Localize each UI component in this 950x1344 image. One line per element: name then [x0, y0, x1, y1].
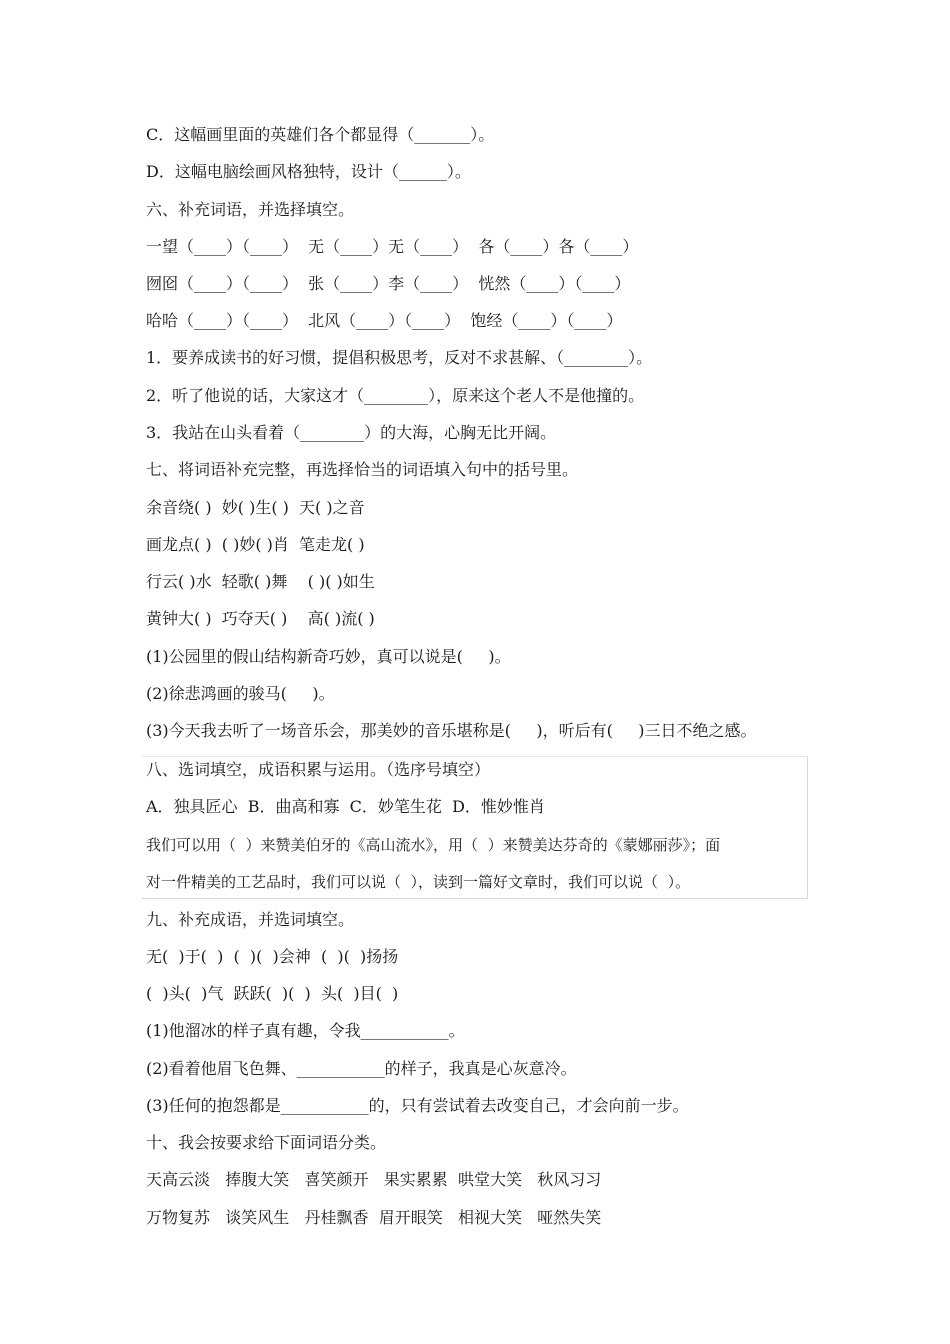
fill-sentence: 1．要养成读书的好习惯，提倡积极思考，反对不求甚解、（________）。	[146, 348, 653, 367]
fill-sentence: (3)今天我去听了一场音乐会，那美妙的音乐堪称是( )，听后有( )三日不绝之感。	[146, 721, 757, 740]
fill-sentence: 3．我站在山头看着（________）的大海，心胸无比开阔。	[146, 423, 557, 442]
fill-sentence: (1)他溜冰的样子真有趣，令我___________。	[146, 1021, 465, 1040]
idiom-row: 囫囵（____）（____） 张（____）李（____） 恍然（____）（____）	[146, 274, 631, 293]
section-6-heading: 六、补充词语，并选择填空。	[146, 200, 355, 219]
idiom-row: ( )头( )气 跃跃( )( ) 头( )目( )	[146, 984, 399, 1003]
fill-sentence: 2．听了他说的话，大家这才（________），原来这个老人不是他撞的。	[146, 386, 645, 405]
fill-paragraph: 对一件精美的工艺品时，我们可以说（ ），读到一篇好文章时，我们可以说（ ）。	[146, 873, 691, 891]
fill-sentence: (1)公园里的假山结构新奇巧妙，真可以说是( )。	[146, 647, 511, 666]
option-d: D．这幅电脑绘画风格独特，设计（______）。	[146, 162, 471, 181]
section-7-heading: 七、将词语补充完整，再选择恰当的词语填入句中的括号里。	[146, 460, 579, 479]
choice-options: A．独具匠心 B．曲高和寡 C．妙笔生花 D．惟妙惟肖	[146, 797, 545, 816]
fill-sentence: (3)任何的抱怨都是___________的，只有尝试着去改变自己，才会向前一步。	[146, 1096, 689, 1115]
idiom-row: 无( )于( ) ( )( )会神 ( )( )扬扬	[146, 947, 399, 966]
option-c: C．这幅画里面的英雄们各个都显得（_______）。	[146, 125, 495, 144]
fill-sentence: (2)徐悲鸿画的骏马( )。	[146, 684, 335, 703]
idiom-row: 画龙点( ) ( )妙( )肖 笔走龙( )	[146, 535, 365, 554]
section-9-heading: 九、补充成语，并选词填空。	[146, 910, 355, 929]
fill-sentence: (2)看着他眉飞色舞、___________的样子，我真是心灰意冷。	[146, 1059, 577, 1078]
fill-paragraph: 我们可以用（ ）来赞美伯牙的《高山流水》，用（ ）来赞美达芬奇的《蒙娜丽莎》；面	[146, 836, 721, 854]
idiom-row: 余音绕( ) 妙( )生( ) 天( )之音	[146, 498, 365, 517]
word-row: 万物复苏 谈笑风生 丹桂飘香 眉开眼笑 相视大笑 哑然失笑	[146, 1208, 602, 1227]
section-8-heading: 八、选词填空，成语积累与运用。（选序号填空）	[146, 760, 491, 779]
idiom-row: 哈哈（____）（____） 北风（____）（____） 饱经（____）（____）	[146, 311, 623, 330]
idiom-row: 行云( )水 轻歌( )舞 ( )( )如生	[146, 572, 375, 591]
idiom-row: 黄钟大( ) 巧夺天( ) 高( )流( )	[146, 609, 375, 628]
section-10-heading: 十、我会按要求给下面词语分类。	[146, 1133, 387, 1152]
word-row: 天高云淡 捧腹大笑 喜笑颜开 果实累累 哄堂大笑 秋风习习	[146, 1170, 602, 1189]
idiom-row: 一望（____）（____） 无（____）无（____） 各（____）各（____）	[146, 237, 639, 256]
